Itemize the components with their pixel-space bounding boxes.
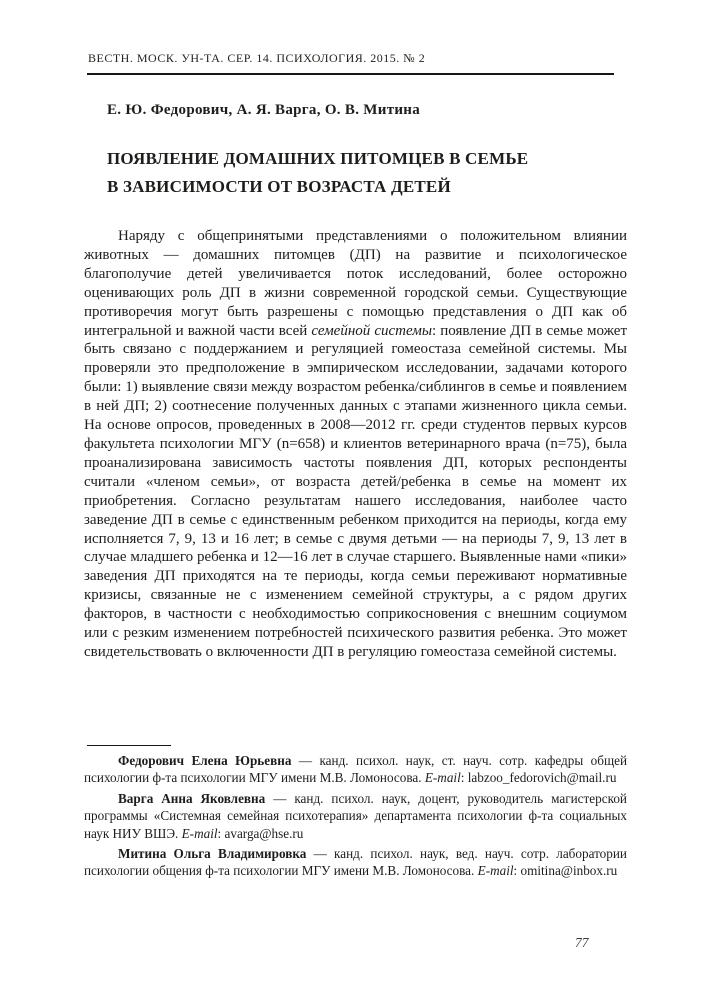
text-segment: : появление ДП в семье может быть связано с поддержанием и регуляцией гомеостаза семейной системы. Мы проверяли это предположение в эмпирическом исследовании, задачами которого были: 1) выявление связи между возрастом ребенка/сиблингов в семье и появлением в ней ДП; 2) соотнесение полученных данных с этапами жизненного цикла семьи. На основе опросов, проведенных в 2008—2012 гг. среди студентов первых курсов факультета психологии МГУ (n=658) и клиентов ветеринарного врача (n=75), была проанализирована зависимость частоты появления ДП, которых респонденты считали «членом семьи», от возраста детей/ребенка в семье на момент их приобретения. Согласно результатам нашего исследования, наиболее часто заведение ДП в семье с единственным ребенком приходится на периоды, когда ему исполняется 7, 9, 13 и 16 лет; в семье с двумя детьми — на периоды 7, 9, 13 лет в случае младшего ребенка и 12—16 лет в случае старшего. Выявленные нами «пики» заведения ДП приходятся на те периоды, когда семьи переживают нормативные кризисы, связанные не с изменением семейной структуры, а с рядом других факторов, в частности с необходимостью соприкосновения с внешним социумом или с резким изменением потребностей психического развития ребенка. Это может свидетельствовать о включенности ДП в регуляцию гомеостаза семейной системы. [84, 322, 628, 660]
text-segment: E-mail [424, 770, 461, 786]
footnote-author-varga [84, 790, 627, 842]
text-segment: Варга Анна Яковлевна [118, 790, 266, 806]
footnote-rule [87, 745, 171, 746]
text-segment: : avarga@hse.ru [217, 825, 304, 841]
article-title [107, 145, 627, 201]
text-segment: E-mail [181, 825, 218, 841]
text-segment: Митина Ольга Владимировка [118, 846, 307, 862]
footnote-author-fedorovich [84, 752, 627, 787]
text-segment: — канд. психол. наук, вед. науч. сотр. лаборатории психологии общения ф-та психологии МГУ имени М.В. Ломоносова. [84, 846, 627, 879]
page-number: 77 [575, 935, 589, 950]
running-head: ВЕСТН. МОСК. УН-ТА. СЕР. 14. ПСИХОЛОГИЯ. 2015. № 2 [88, 51, 426, 65]
article-authors: Е. Ю. Федорович, А. Я. Варга, О. В. Митина [107, 102, 421, 118]
footnote-author-mitina [84, 845, 627, 880]
text-segment: E-mail [477, 863, 514, 879]
footnotes-section [84, 752, 627, 883]
title-line-1: ПОЯВЛЕНИЕ ДОМАШНИХ ПИТОМЦЕВ В СЕМЬЕ [107, 149, 529, 168]
header-rule [87, 73, 614, 75]
text-segment: Федорович Елена Юрьевна [118, 753, 292, 768]
abstract-paragraph [84, 227, 627, 662]
text-segment: : labzoo_fedorovich@mail.ru [460, 770, 617, 786]
text-segment: : omitina@inbox.ru [513, 863, 618, 879]
text-segment: семейной системы [311, 322, 433, 339]
text-segment: — канд. психол. наук, доцент, руководитель магистерской программы «Системная семейная психотерапия» департамента психологии ф-та социальных наук НИУ ВШЭ. [84, 790, 627, 841]
text-segment: — канд. психол. наук, ст. науч. сотр. кафедры общей психологии ф-та психологии МГУ имени М.В. Ломоносова. [84, 753, 628, 786]
text-segment: Наряду с общепринятыми представлениями о положительном влиянии животных — домашних питомцев (ДП) на развитие и психологическое благополучие детей увеличивается поток исследований, более осторожно оценивающих роль ДП в жизни современной городской семьи. Существующие противоречия могут быть разрешены с помощью представления о ДП как об интегральной и важной части всей [84, 228, 627, 339]
title-line-2: В ЗАВИСИМОСТИ ОТ ВОЗРАСТА ДЕТЕЙ [107, 177, 451, 196]
